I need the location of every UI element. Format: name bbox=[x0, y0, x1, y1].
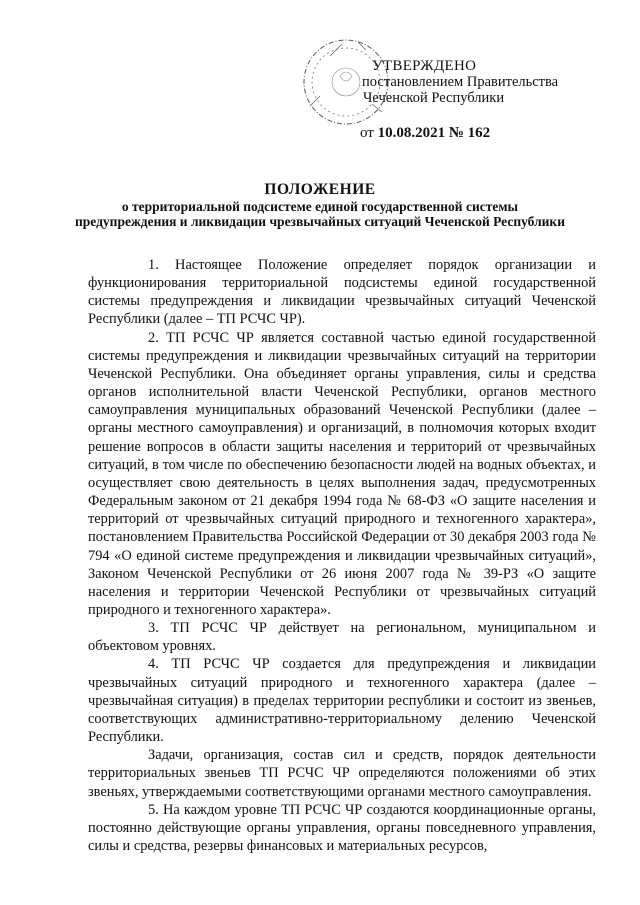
approval-stamp: УТВЕРЖДЕНО bbox=[372, 58, 477, 74]
document-body bbox=[88, 256, 596, 855]
paragraph-2: 2. ТП РСЧС ЧР является составной частью единой государственной системы предупреждения и ликвидации чрезвычайных ситуаций на территории Чеченской Республики. Она объединяет органы управления, силы и средства органов исполнительной власти Чеченской Республики, органов местного самоуправления муниципальных образований Чеченской Республики (далее – органы местного самоуправления) и организаций, в полномочия которых входит решение вопросов в области защиты населения и территорий от чрезвычайных ситуаций, в том числе по обеспечению безопасности людей на водных объектах, и осуществляет свою деятельность в целях выполнения задач, предусмотренных Федеральным законом от 21 декабря 1994 года № 68-ФЗ «О защите населения и территорий от чрезвычайных ситуаций природного и техногенного характера», постановлением Правительства Российской Федерации от 30 декабря 2003 года № 794 «О единой системе предупреждения и ликвидации чрезвычайных ситуаций», Законом Чеченской Республики от 26 июня 2007 года № 39-РЗ «О защите населения и территории Чеченской Республики от чрезвычайных ситуаций природного и техногенного характера». bbox=[88, 329, 596, 618]
paragraph-3: 3. ТП РСЧС ЧР действует на региональном, муниципальном и объектовом уровнях. bbox=[88, 620, 596, 655]
paragraph-5: Задачи, организация, состав сил и средств, порядок деятельности территориальных звеньев ТП РСЧС ЧР определяются положениями об этих звеньях, утверждаемыми соответствующими органами местного самоуправления. bbox=[88, 747, 596, 800]
approval-date-prefix: от bbox=[360, 125, 374, 141]
approval-date-value: 10.08.2021 № 162 bbox=[377, 125, 491, 141]
approval-line-2: Чеченской Республики bbox=[363, 90, 505, 106]
approval-date bbox=[360, 125, 620, 141]
approval-line-1: постановлением Правительства bbox=[362, 74, 559, 90]
approval-block bbox=[360, 58, 620, 141]
document-subtitle: о территориальной подсистеме единой государственной системы предупреждения и ликвидации чрезвычайных ситуаций Чеченской Республики bbox=[75, 199, 565, 229]
paragraph-6: 5. На каждом уровне ТП РСЧС ЧР создаются координационные органы, постоянно действующие органы управления, органы повседневного управления, силы и средства, резервы финансовых и материальных ресурсов, bbox=[88, 801, 596, 854]
paragraph-4: 4. ТП РСЧС ЧР создается для предупреждения и ликвидации чрезвычайных ситуаций природного и техногенного характера (далее – чрезвычайная ситуация) в пределах территории республики и состоит из звеньев, соответствующих административно-территориальному делению Чеченской Республики. bbox=[88, 656, 596, 746]
document-title: ПОЛОЖЕНИЕ bbox=[264, 181, 376, 198]
paragraph-1: 1. Настоящее Положение определяет порядок организации и функционирования территориальной подсистемы единой государственной системы предупреждения и ликвидации чрезвычайных ситуаций Чеченской Республики (далее – ТП РСЧС ЧР). bbox=[88, 257, 596, 328]
